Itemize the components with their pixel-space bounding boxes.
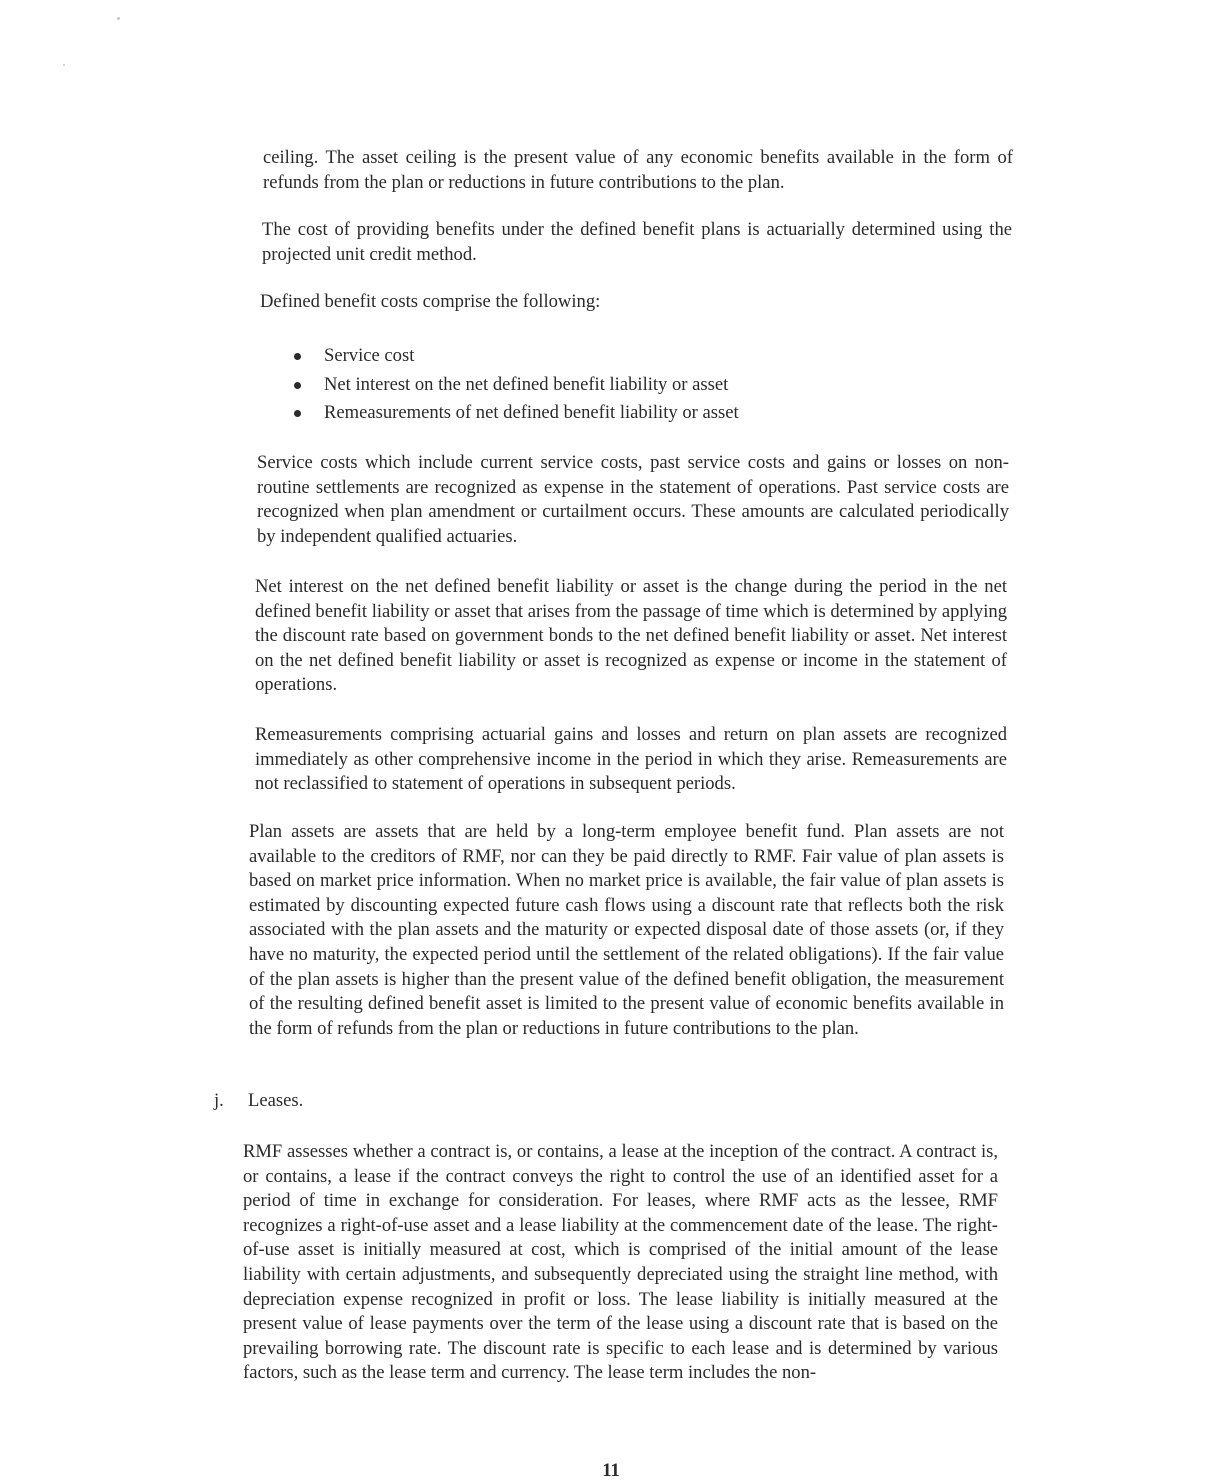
section-letter: j. [214,1090,224,1111]
list-item [292,399,852,428]
asset-ceiling-paragraph: ceiling. The asset ceiling is the present value of any economic benefits available in the form of refunds from the plan or reductions in future contributions to the plan. [263,147,1013,193]
section-title: Leases. [248,1090,304,1111]
leases-paragraph: RMF assesses whether a contract is, or contains, a lease at the inception of the contract. A contract is, or contains, a lease if the contract conveys the right to control the use of an identified asset for a period of time in exchange for consideration. For leases, where RMF acts as the lessee, RMF recognizes a right-of-use asset and a lease liability at the commencement date of the lease. The right-of-use asset is initially measured at cost, which is comprised of the initial amount of the lease liability with certain adjustments, and subsequently depreciated using the straight line method, with depreciation expense recognized in profit or loss. The lease liability is initially measured at the present value of lease payments over the term of the lease using a discount rate that is based on the prevailing borrowing rate. The discount rate is specific to each lease and is determined by various factors, such as the lease term and currency. The lease term includes the non- [243,1141,998,1384]
list-item-text: Net interest on the net defined benefit liability or asset [324,373,729,395]
plan-assets-paragraph: Plan assets are assets that are held by a long-term employee benefit fund. Plan assets are not available to the creditors of RMF, nor can they be paid directly to RMF. Fair value of plan assets is based on market price information. When no market price is available, the fair value of plan assets is estimated by discounting expected future cash flows using a discount rate that reflects both the risk associated with the plan assets and the maturity or expected disposal date of those assets (or, if they have no maturity, the expected period until the settlement of the related obligations). If the fair value of the plan assets is higher than the present value of the defined benefit obligation, the measurement of the resulting defined benefit asset is limited to the present value of economic benefits available in the form of refunds from the plan or reductions in future contributions to the plan. [249,821,1004,1039]
bullet-icon [294,382,301,389]
section-heading-leases [214,1089,303,1114]
page-number: 11 [602,1460,620,1481]
list-item-text: Remeasurements of net defined benefit liability or asset [324,402,739,423]
cost-of-benefits-paragraph: The cost of providing benefits under the defined benefit plans is actuarially determined using the projected unit credit method. [262,219,1012,265]
costs-comprise-paragraph: Defined benefit costs comprise the following: [260,291,601,312]
service-costs-paragraph: Service costs which include current service costs, past service costs and gains or losses on non-routine settlements are recognized as expense in the statement of operations. Past service costs are recognized when plan amendment or curtailment occurs. These amounts are calculated periodically by independent qualified actuaries. [257,452,1009,547]
scan-speck [63,64,65,66]
bullet-icon [294,353,301,360]
defined-benefit-costs-list [292,342,852,428]
list-item [292,371,852,400]
list-item-text: Service cost [324,345,415,366]
remeasurements-paragraph: Remeasurements comprising actuarial gains and losses and return on plan assets are recognized immediately as other comprehensive income in the period in which they arise. Remeasurements are not reclassified to statement of operations in subsequent periods. [255,724,1007,795]
list-item [292,342,852,371]
bullet-icon [294,410,301,417]
net-interest-paragraph: Net interest on the net defined benefit liability or asset is the change during the period in the net defined benefit liability or asset that arises from the passage of time which is determined by applying the discount rate based on government bonds to the net defined benefit liability or asset. Net interest on the net defined benefit liability or asset is recognized as expense or income in the statement of operations. [255,576,1007,696]
scan-speck [117,17,120,20]
